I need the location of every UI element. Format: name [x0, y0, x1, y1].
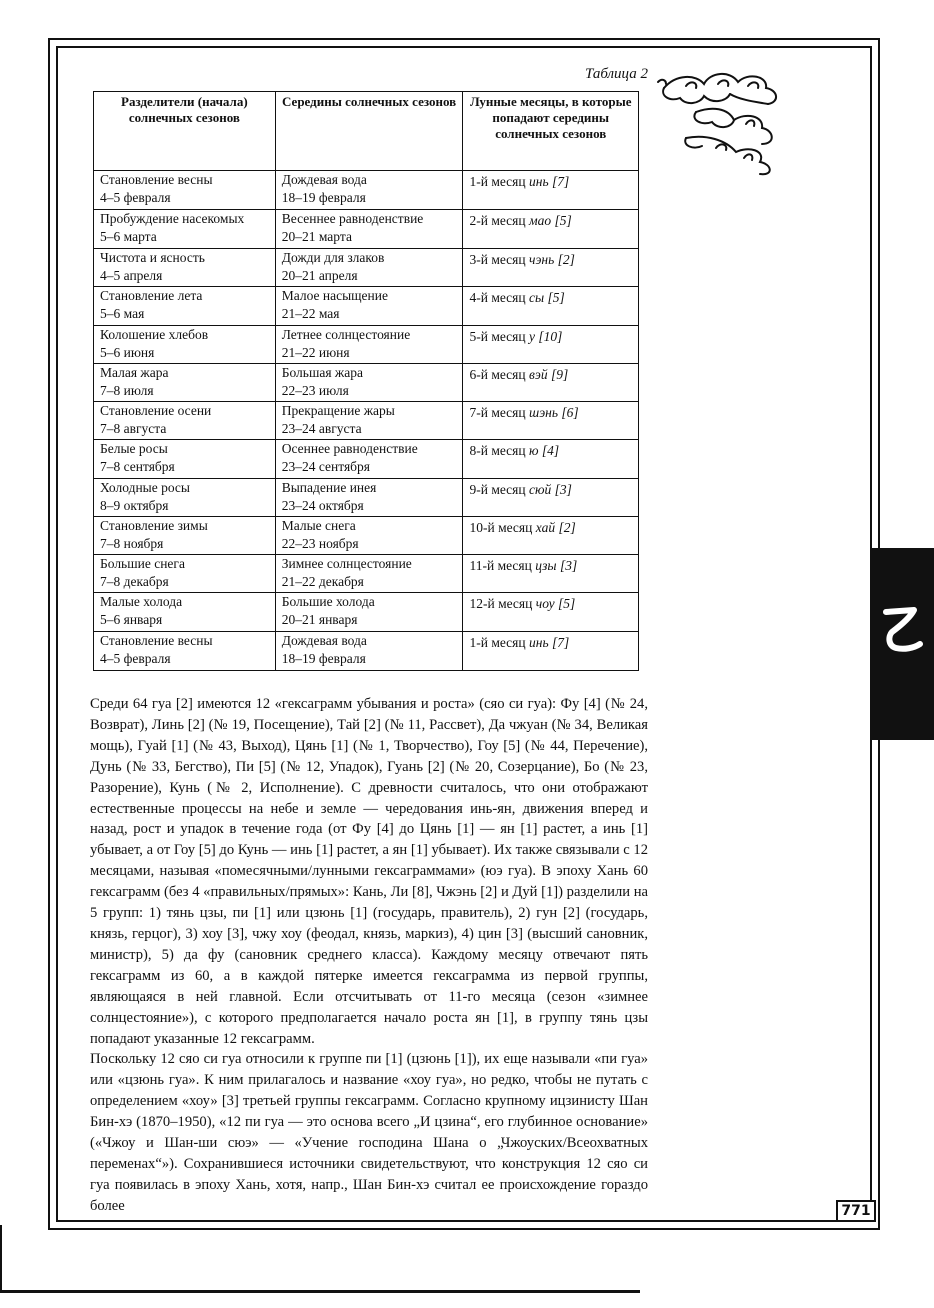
chapter-glyph-icon [880, 600, 924, 660]
header-months: Лунные месяцы, в которые попадают середины солнечных сезонов [463, 92, 639, 171]
divider-cell: Холодные росы 8–9 октября [94, 478, 276, 516]
divider-cell: Малые холода 5–6 января [94, 593, 276, 631]
middle-cell: Малое насыщение 21–22 мая [275, 287, 463, 325]
divider-cell: Большие снега 7–8 декабря [94, 555, 276, 593]
middle-cell: Большая жара 22–23 июля [275, 363, 463, 401]
middle-cell: Большие холода 20–21 января [275, 593, 463, 631]
divider-cell: Белые росы 7–8 сентября [94, 440, 276, 478]
divider-cell: Пробуждение насекомых 5–6 марта [94, 209, 276, 248]
divider-cell: Становление зимы 7–8 ноября [94, 516, 276, 554]
divider-cell: Становление осени 7–8 августа [94, 402, 276, 440]
paragraph-1: Среди 64 гуа [2] имеются 12 «гексаграмм убывания и роста» (сяо си гуа): Фу [4] (№ 24, Возврат), Линь [2] (№ 19, Посещение), Тай [2] (№ 11, Рассвет), Да чжуан (№ 34, Великая мощь), Гуай [1] (№ 43, Выход), Цянь [1] (№ 1, Творчество), Гоу [5] (№ 44, Перечение), Дунь (№ 33, Бегство), Пи [5] (№ 12, Упадок), Гуань [2] (№ 20, Созерцание), Бо (№ 23, Разорение), Кунь (№ 2, Исполнение). С древности считалось, что они отображают естественные процессы на небе и земле — чередования инь-ян, движения вперед и назад, рост и упадок в течение года (от Фу [4] до Цянь [1] — ян [1] растет, а инь [1] убывает, а от Гоу [5] до Кунь — инь [1] растет, а ян [1] убывает). Их также связывали с 12 месяцами, называя «помесячными/лунными гексаграммами» (юэ гуа). В эпоху Хань 60 гексаграмм (без 4 «правильных/прямых»: Кань, Ли [8], Чжэнь [2] и Дуй [1]) разделили на 5 групп: 1) тянь цзы, пи [1] или цзюнь [1] (государь, правитель), 2) гун [2] (государь, князь, герцог), 3) хоу [3], чжу хоу (феодал, князь, маркиз), 4) цин [3] (высший сановник, министр), 5) да фу (сановник среднего класса). Каждому месяцу отвечают пять гексаграмм из 60, а в каждой пятерке имеется гексаграмма из первой группы, являющаяся в ней главной. Если отсчитывать от 11-го месяца (сезон «зимнее солнцестояние»), с которого предполагается начало роста ян [1], в группу тянь цзы попадают указанные 12 гексаграмм. [90, 696, 648, 1047]
middle-cell: Малые снега 22–23 ноября [275, 516, 463, 554]
month-cell: 10-й месяц хай [2] [463, 516, 639, 554]
middle-cell: Дождевая вода 18–19 февраля [275, 631, 463, 670]
middle-cell: Осеннее равноденствие 23–24 сентября [275, 440, 463, 478]
month-cell: 1-й месяц инь [7] [463, 170, 639, 209]
middle-cell: Зимнее солнцестояние 21–22 декабря [275, 555, 463, 593]
middle-cell: Выпадение инея 23–24 октября [275, 478, 463, 516]
seasons-table [93, 91, 639, 671]
divider-cell: Малая жара 7–8 июля [94, 363, 276, 401]
month-cell: 12-й месяц чоу [5] [463, 593, 639, 631]
month-cell: 1-й месяц инь [7] [463, 631, 639, 670]
header-middles: Середины солнечных сезонов [275, 92, 463, 171]
month-cell: 4-й месяц сы [5] [463, 287, 639, 325]
paragraph-2: Поскольку 12 сяо си гуа относили к группе пи [1] (цзюнь [1]), их еще называли «пи гуа» или «цзюнь гуа». К ним прилагалось и название «хоу гуа», но редко, чтобы не путать с определением «хоу» [3] третьей группы гексаграмм. Согласно крупному ицзинисту Шан Бин-хэ (1870–1950), «12 пи гуа — это основа всего „И цзина“, его глубинное основание» («Чжоу и Шан-ши сюэ» — «Учение господина Шана о „Чжоуских/Всеохватных переменах“»). Сохранившиеся источники свидетельствуют, что конструкция 12 сяо си гуа появилась в эпоху Хань, хотя, напр., Шан Бин-хэ считал ее происхождение гораздо более [90, 1051, 648, 1214]
middle-cell: Дождевая вода 18–19 февраля [275, 170, 463, 209]
month-cell: 7-й месяц шэнь [6] [463, 402, 639, 440]
month-cell: 6-й месяц вэй [9] [463, 363, 639, 401]
header-dividers: Разделители (начала) солнечных сезонов [94, 92, 276, 171]
divider-cell: Становление лета 5–6 мая [94, 287, 276, 325]
table-caption: Таблица 2 [585, 66, 648, 82]
middle-cell: Летнее солнцестояние 21–22 июня [275, 325, 463, 363]
month-cell: 11-й месяц цзы [3] [463, 555, 639, 593]
month-cell: 2-й месяц мао [5] [463, 209, 639, 248]
page-number: 771 [836, 1200, 876, 1222]
middle-cell: Прекращение жары 23–24 августа [275, 402, 463, 440]
month-cell: 9-й месяц сюй [3] [463, 478, 639, 516]
month-cell: 8-й месяц ю [4] [463, 440, 639, 478]
divider-cell: Становление весны 4–5 февраля [94, 170, 276, 209]
body-text [90, 694, 648, 1217]
middle-cell: Весеннее равноденствие 20–21 марта [275, 209, 463, 248]
margin-rule-vertical [0, 1225, 2, 1291]
divider-cell: Становление весны 4–5 февраля [94, 631, 276, 670]
divider-cell: Чистота и ясность 4–5 апреля [94, 249, 276, 287]
month-cell: 5-й месяц у [10] [463, 325, 639, 363]
middle-cell: Дожди для злаков 20–21 апреля [275, 249, 463, 287]
margin-rule-horizontal [0, 1290, 640, 1293]
month-cell: 3-й месяц чэнь [2] [463, 249, 639, 287]
divider-cell: Колошение хлебов 5–6 июня [94, 325, 276, 363]
cloud-ornament-icon [656, 68, 786, 180]
